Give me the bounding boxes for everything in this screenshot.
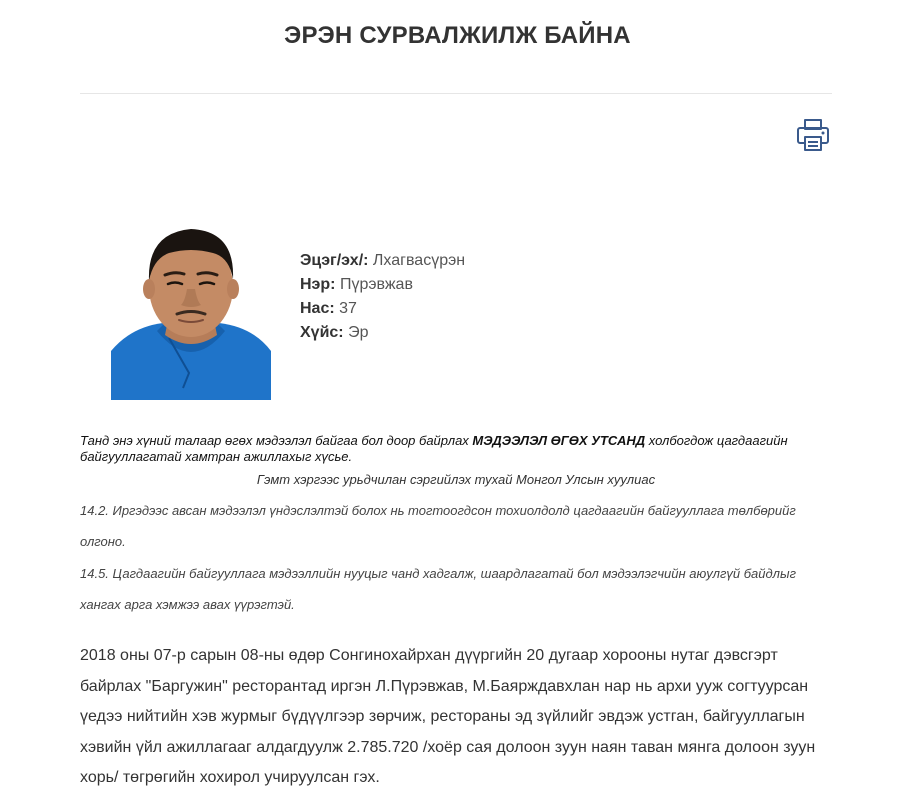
notice-hotline-emphasis: МЭДЭЭЛЭЛ ӨГӨХ УТСАНД: [472, 433, 646, 448]
parent-row: [300, 249, 465, 273]
person-photo: [111, 223, 271, 400]
parent-label: Эцэг/эх/:: [300, 252, 369, 269]
notice-text-before: Танд энэ хүний талаар өгөх мэдээлэл байгаа бол доор байрлах: [80, 433, 473, 448]
law-item-14-2: 14.2. Иргэдээс авсан мэдээлэл үндэслэлтэй болох нь тогтоогдсон тохиолдолд цагдаагийн байгууллага төлбөрийг олгоно.: [80, 503, 796, 549]
print-button[interactable]: [795, 118, 831, 152]
person-details: [300, 249, 465, 345]
printer-icon: [795, 118, 831, 152]
name-value: Пүрэвжав: [339, 276, 413, 293]
age-label: Нас:: [300, 300, 335, 317]
gender-value: Эр: [348, 324, 369, 341]
case-description: 2018 оны 07-р сарын 08-ны өдөр Сонгинохайрхан дүүргийн 20 дугаар хорооны нутаг дэвсгэрт байрлах "Баргужин" ресторантад иргэн Л.Пүрэвжав, М.Баярждавхлан нар нь архи ууж согтуурсан үедээ нийтийн хэв журмыг бүдүүлгээр зөрчиж, рестораны эд зүйлийг эвдэж устган, байгууллагын хэвийн үйл ажиллагааг алдагдуулж 2.785.720 /хоёр сая долоон зуун наян таван мянга долоон зуун хорь/ төгрөгийн хохирол учируулсан гэх.: [80, 647, 816, 786]
law-item-14-5: 14.5. Цагдаагийн байгууллага мэдээллийн нууцыг чанд хадгалж, шаардлагатай бол мэдээлэгчийн аюулгүй байдлыг хангах арга хэмжээ авах үүрэгтэй.: [80, 566, 796, 612]
info-request-notice: [80, 433, 832, 465]
gender-label: Хүйс:: [300, 324, 344, 341]
law-title: Гэмт хэргээс урьдчилан сэргийлэх тухай Монгол Улсын хуулиас: [256, 472, 656, 487]
age-value: 37: [339, 300, 357, 317]
page-title: ЭРЭН СУРВАЛЖИЛЖ БАЙНА: [284, 22, 631, 49]
parent-value: Лхагвасүрэн: [372, 252, 466, 269]
notice-text-after: холбогдож цагдаагийн байгууллагатай хамтран ажиллахыг хүсье.: [80, 433, 788, 464]
gender-row: [300, 321, 465, 345]
name-row: [300, 273, 465, 297]
age-row: [300, 297, 465, 321]
name-label: Нэр:: [300, 276, 336, 293]
title-divider: [80, 93, 832, 94]
